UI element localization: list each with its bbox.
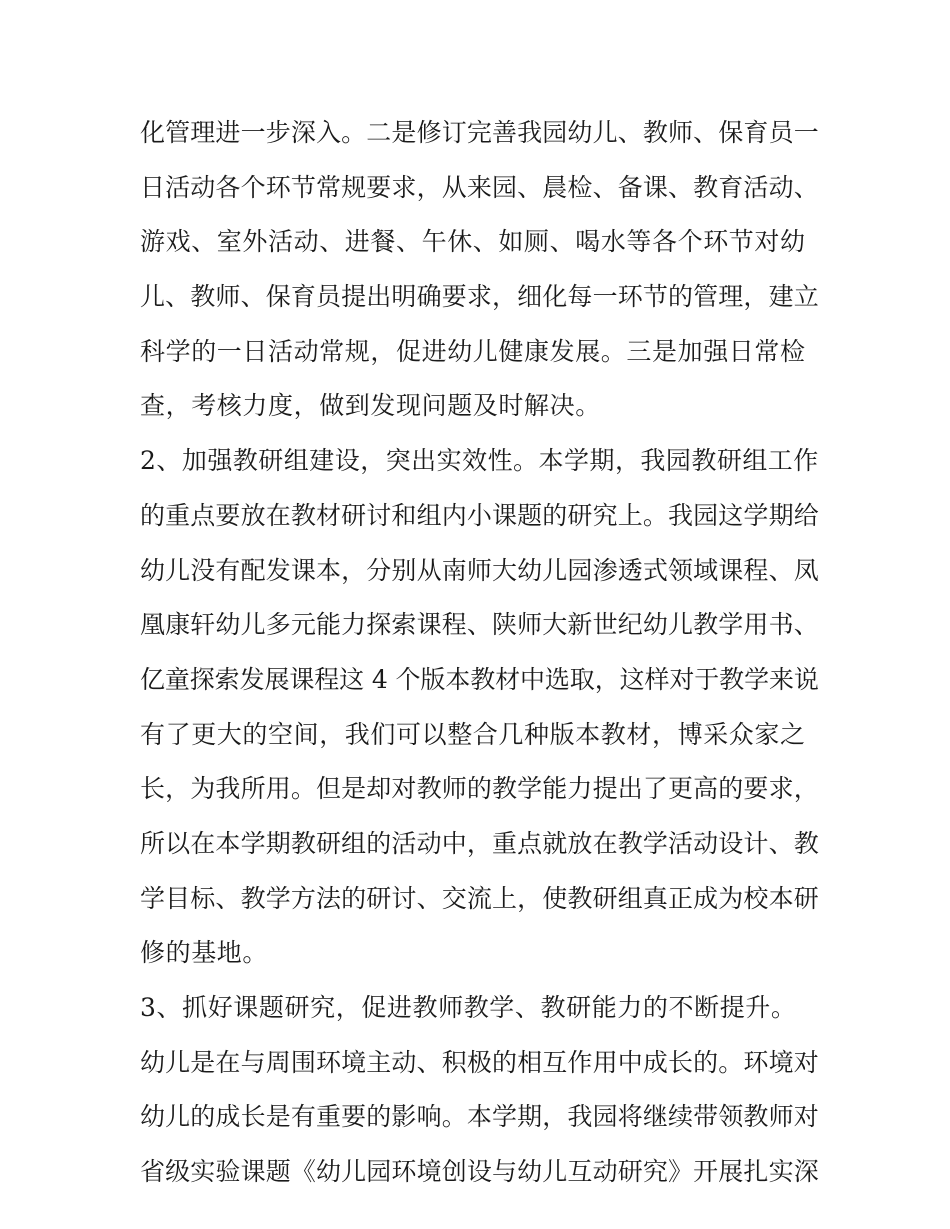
text-line: 日活动各个环节常规要求，从来园、晨检、备课、教育活动、: [140, 172, 819, 202]
text-line: 化管理进一步深入。二是修订完善我园幼儿、教师、保育员一: [140, 118, 819, 147]
text-line: 3、抓好课题研究，促进教师教学、教研能力的不断提升。: [140, 993, 797, 1022]
text-line: 亿童探索发展课程这 4 个版本教材中选取，这样对于教学来说: [140, 664, 819, 694]
text-line: 修的基地。: [140, 938, 269, 968]
document-body: [140, 106, 820, 1200]
text-line: 凰康轩幼儿多元能力探索课程、陕师大新世纪幼儿教学用书、: [140, 610, 819, 640]
text-line: 儿、教师、保育员提出明确要求，细化每一环节的管理，建立: [140, 282, 819, 312]
text-line: 游戏、室外活动、进餐、午休、如厕、喝水等各个环节对幼: [140, 227, 806, 257]
text-line: 有了更大的空间，我们可以整合几种版本教材，博采众家之: [140, 719, 806, 749]
paragraph-environment: [140, 1036, 820, 1200]
paragraph-management: [140, 106, 820, 434]
text-line: 幼儿的成长是有重要的影响。本学期，我园将继续带领教师对: [140, 1102, 819, 1132]
text-line: 2、加强教研组建设，突出实效性。本学期，我园教研组工作: [140, 446, 819, 476]
text-line: 所以在本学期教研组的活动中，重点就放在教学活动设计、教: [140, 828, 819, 858]
text-line: 幼儿是在与周围环境主动、积极的相互作用中成长的。环境对: [140, 1047, 819, 1077]
paragraph-teaching-research-group: [140, 434, 820, 981]
text-line: 查，考核力度，做到发现问题及时解决。: [140, 391, 601, 421]
text-line: 幼儿没有配发课本，分别从南师大幼儿园渗透式领域课程、凤: [140, 555, 819, 585]
text-line: 的重点要放在教材研讨和组内小课题的研究上。我园这学期给: [140, 500, 819, 530]
paragraph-topic-research-heading: [140, 981, 820, 1036]
text-line: 长，为我所用。但是却对教师的教学能力提出了更高的要求，: [140, 774, 819, 804]
text-line: 科学的一日活动常规，促进幼儿健康发展。三是加强日常检: [140, 336, 806, 366]
text-line: 省级实验课题《幼儿园环境创设与幼儿互动研究》开展扎实深: [140, 1157, 819, 1187]
text-line: 学目标、教学方法的研讨、交流上，使教研组真正成为校本研: [140, 883, 819, 913]
